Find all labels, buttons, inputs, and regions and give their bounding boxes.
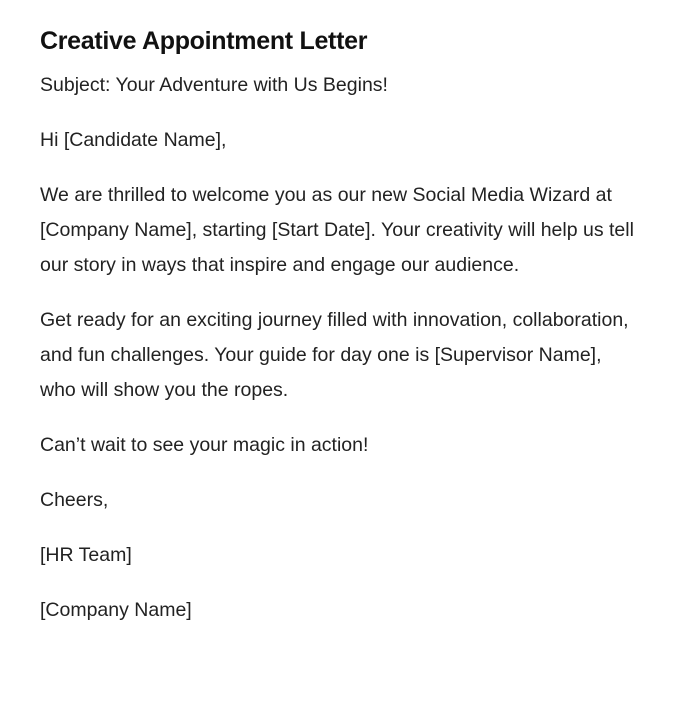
letter-paragraph-welcome: We are thrilled to welcome you as our new Social Media Wizard at [Company Name], starting [Start Date]. Your creativity will help us tell our story in ways that inspire and engage our audience. [40, 184, 634, 276]
letter-paragraph-journey: Get ready for an exciting journey filled with innovation, collaboration, and fun challenges. Your guide for day one is [Supervisor Name], who will show you the ropes. [40, 309, 629, 401]
letter-subject: Subject: Your Adventure with Us Begins! [40, 74, 388, 96]
letter-title: Creative Appointment Letter [40, 27, 368, 55]
letter-document [40, 24, 640, 648]
letter-signature-team: [HR Team] [40, 544, 132, 566]
letter-signature-company: [Company Name] [40, 599, 192, 621]
letter-greeting: Hi [Candidate Name], [40, 129, 227, 151]
letter-signoff: Cheers, [40, 489, 109, 511]
letter-closing-line: Can’t wait to see your magic in action! [40, 434, 369, 456]
